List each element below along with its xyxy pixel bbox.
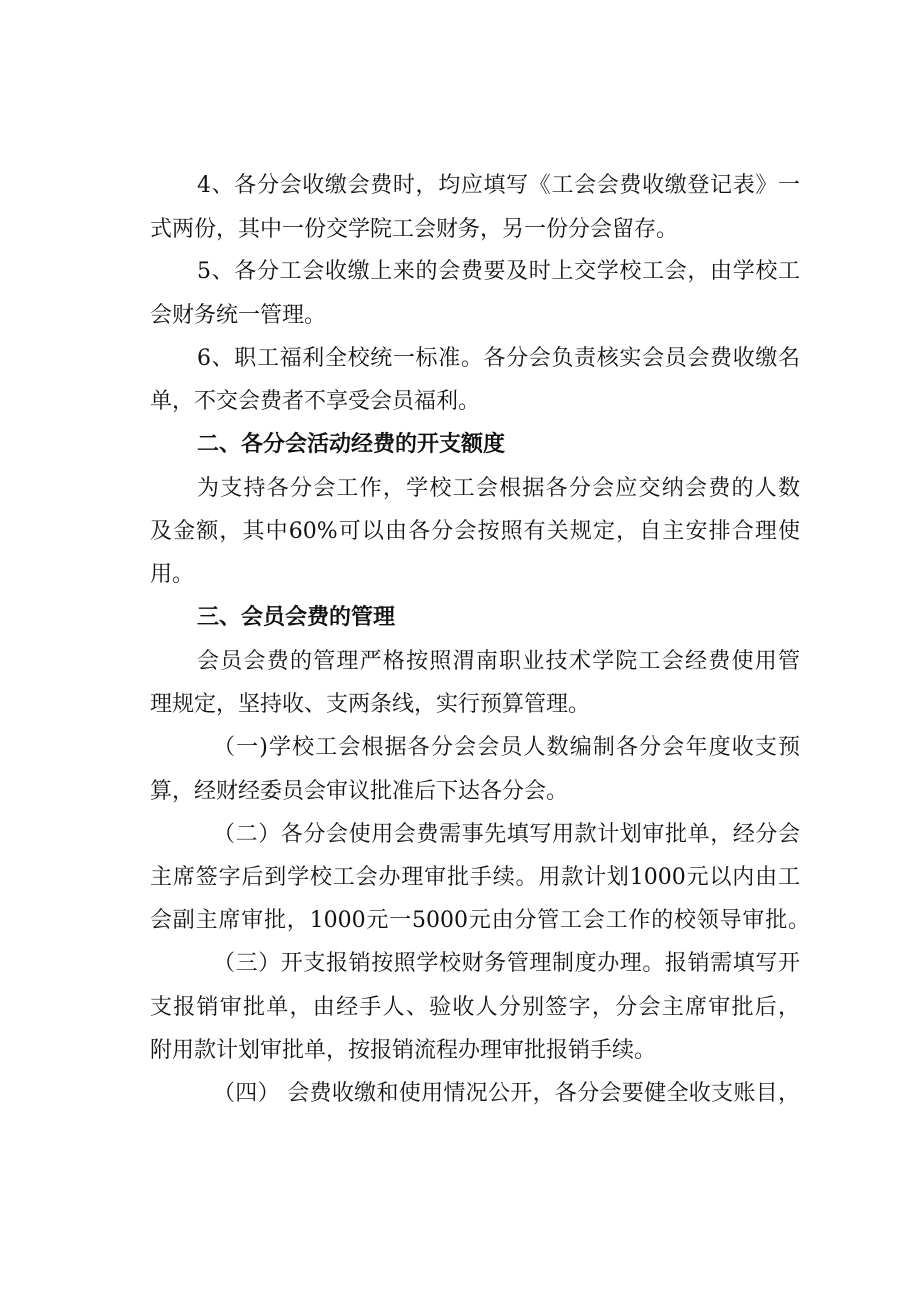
item4-line2: 式两份，其中一份交学院工会财务，另一份分会留存。 bbox=[150, 217, 679, 242]
sub3-line3: 附用款计划审批单，按报销流程办理审批报销手续。 bbox=[150, 1038, 657, 1063]
item6-line1: 6、职工福利全校统一标准。各分会负责核实会员会费收缴名 bbox=[197, 346, 800, 371]
item6-line2: 单，不交会费者不享受会员福利。 bbox=[150, 389, 481, 414]
section2-line1: 为支持各分会工作，学校工会根据各分会应交纳会费的人数 bbox=[197, 476, 800, 501]
section2-line3: 用。 bbox=[150, 562, 195, 587]
item4-line1: 4、各分会收缴会费时，均应填写《工会会费收缴登记表》一 bbox=[197, 173, 800, 198]
sub1-line2: 算，经财经委员会审议批准后下达各分会。 bbox=[150, 779, 569, 804]
section3-heading: 三、会员会费的管理 bbox=[197, 605, 396, 630]
sub4-line1: （四） 会费收缴和使用情况公开，各分会要健全收支账目， bbox=[213, 1081, 800, 1106]
section2-heading: 二、各分会活动经费的开支额度 bbox=[197, 432, 506, 457]
sub3-line1: （三）开支报销按照学校财务管理制度办理。报销需填写开 bbox=[213, 951, 800, 976]
section3-intro-line1: 会员会费的管理严格按照渭南职业技术学院工会经费使用管 bbox=[197, 649, 800, 674]
sub3-line2: 支报销审批单，由经手人、验收人分别签字，分会主席审批后， bbox=[150, 995, 800, 1020]
sub1-line1: （一)学校工会根据各分会会员人数编制各分会年度收支预 bbox=[213, 735, 800, 760]
sub2-line1: （二）各分会使用会费需事先填写用款计划审批单，经分会 bbox=[213, 822, 800, 847]
section2-line2: 及金额，其中60%可以由各分会按照有关规定，自主安排合理使 bbox=[150, 519, 800, 544]
sub2-line2: 主席签字后到学校工会办理审批手续。用款计划1000元以内由工 bbox=[150, 865, 800, 890]
sub2-line3: 会副主席审批，1000元一5000元由分管工会工作的校领导审批。 bbox=[150, 908, 810, 933]
item5-line2: 会财务统一管理。 bbox=[150, 303, 327, 328]
section3-intro-line2: 理规定，坚持收、支两条线，实行预算管理。 bbox=[150, 692, 591, 717]
item5-line1: 5、各分工会收缴上来的会费要及时上交学校工会，由学校工 bbox=[197, 259, 800, 284]
